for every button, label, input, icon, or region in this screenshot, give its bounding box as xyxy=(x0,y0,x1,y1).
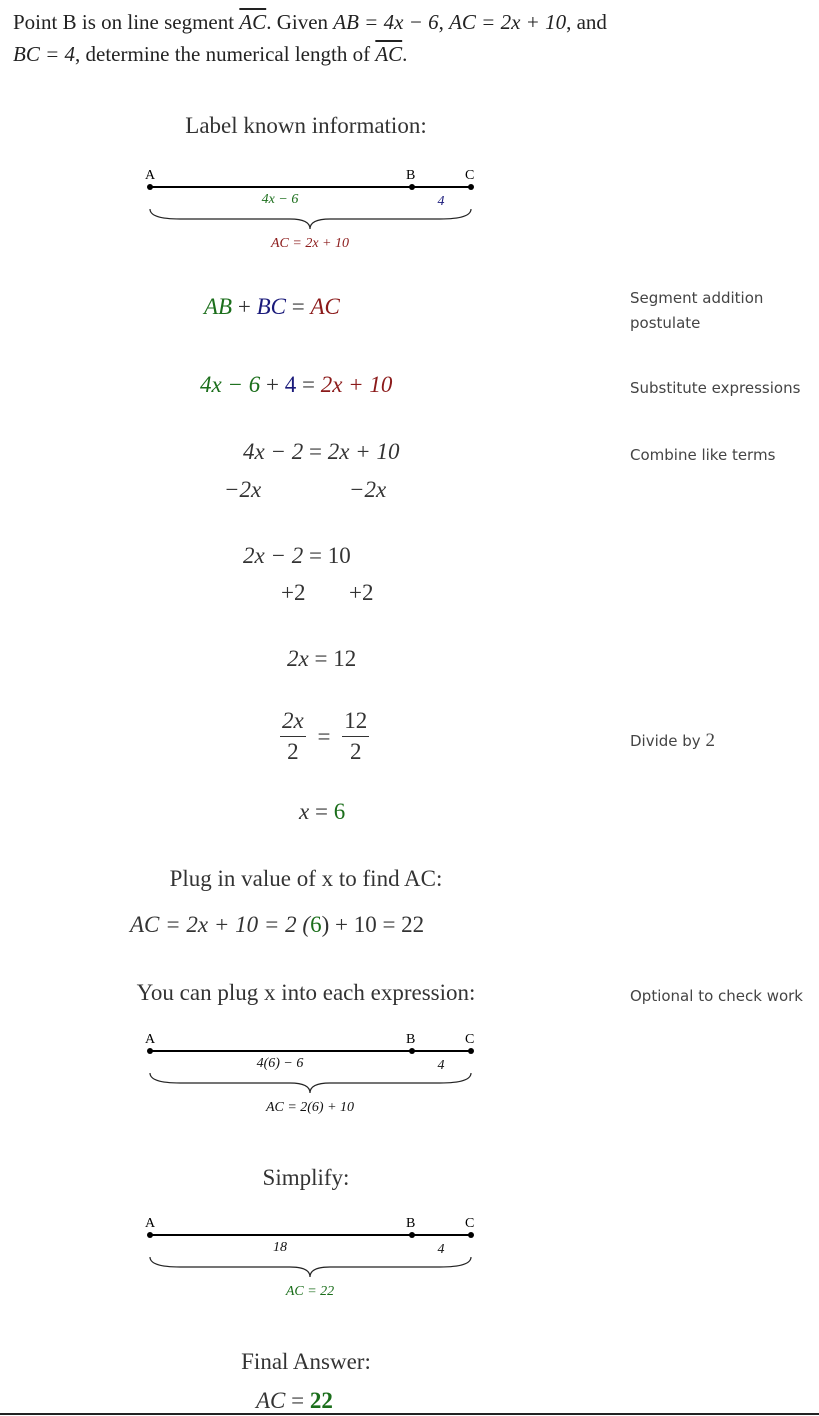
equation-x-6: x = 6 xyxy=(299,799,346,824)
add-left: +2 xyxy=(281,580,306,605)
equation-combine: 4x − 2 = 2x + 10 xyxy=(243,439,400,464)
bottom-divider xyxy=(0,1413,819,1415)
bc-expression: BC = 4 xyxy=(13,42,76,66)
bc-label: 4 xyxy=(437,194,445,209)
point-c-label: C xyxy=(465,168,475,183)
heading-final-answer: Final Answer: xyxy=(241,1349,371,1374)
bc-label: 4 xyxy=(437,1058,445,1073)
bc-label: 4 xyxy=(437,1242,445,1257)
equation-2x-12: 2x = 12 xyxy=(287,646,357,671)
heading-plug-each: You can plug x into each expression: xyxy=(136,980,476,1005)
ac-expression: AC = 2x + 10 xyxy=(449,10,567,34)
note-substitute: Substitute expressions xyxy=(630,379,801,397)
equation-substitute: 4x − 6 + 4 = 2x + 10 xyxy=(200,372,393,397)
point-a-label: A xyxy=(145,168,156,183)
ac-brace xyxy=(150,209,471,229)
final-answer: AC = 22 xyxy=(256,1388,333,1413)
note-divide: Divide by 2 xyxy=(630,730,715,751)
ac-label: AC = 2x + 10 xyxy=(271,236,349,251)
point-a-label: A xyxy=(145,1032,156,1047)
heading-simplify: Simplify: xyxy=(262,1165,350,1190)
ab-label: 4(6) − 6 xyxy=(256,1056,304,1071)
note-segment-addition: Segment addition postulate xyxy=(630,289,764,332)
subtract-right: −2x xyxy=(349,477,387,502)
equation-plug-in: AC = 2x + 10 = 2 (6) + 10 = 22 xyxy=(130,912,425,937)
add-right: +2 xyxy=(349,580,374,605)
segment-diagram-1 xyxy=(140,165,485,257)
point-b-label: B xyxy=(406,1032,416,1047)
note-combine: Combine like terms xyxy=(630,446,776,464)
ac-brace xyxy=(150,1073,471,1093)
heading-plug-in: Plug in value of x to find AC: xyxy=(169,866,443,891)
problem-statement: Point B is on line segment $\overline{AC}$. Given AB = 4x − 6, AC = 2x + 10, and BC = 4, determine the numerical length of $\overline{AC}$. xyxy=(13,10,607,66)
ac-label: AC = 22 xyxy=(285,1284,335,1299)
point-a-label: A xyxy=(145,1216,156,1231)
note-optional: Optional to check work xyxy=(630,987,803,1005)
equation-2x-minus-2: 2x − 2 = 10 xyxy=(243,543,351,568)
segment-ac-2: $\overline{AC}$ xyxy=(375,42,403,66)
ab-expression: AB = 4x − 6 xyxy=(333,10,439,34)
ab-label: 4x − 6 xyxy=(261,192,299,207)
equation-segment-addition: AB + BC = AC xyxy=(204,294,340,319)
ab-label: 18 xyxy=(273,1240,287,1255)
segment-diagram-2 xyxy=(140,1029,485,1121)
point-b-label: B xyxy=(406,1216,416,1231)
segment-diagram-3 xyxy=(140,1213,485,1305)
ac-brace xyxy=(150,1257,471,1277)
segment-ac: $\overline{AC}$ xyxy=(239,10,267,34)
equation-divide: $\frac{2x}{2}$ = $\frac{12}{2}$ xyxy=(282,708,368,764)
point-c-label: C xyxy=(465,1032,475,1047)
point-b-label: B xyxy=(406,168,416,183)
point-c-label: C xyxy=(465,1216,475,1231)
heading-label-known: Label known information: xyxy=(185,113,427,138)
ac-label: AC = 2(6) + 10 xyxy=(265,1100,355,1115)
subtract-left: −2x xyxy=(224,477,262,502)
